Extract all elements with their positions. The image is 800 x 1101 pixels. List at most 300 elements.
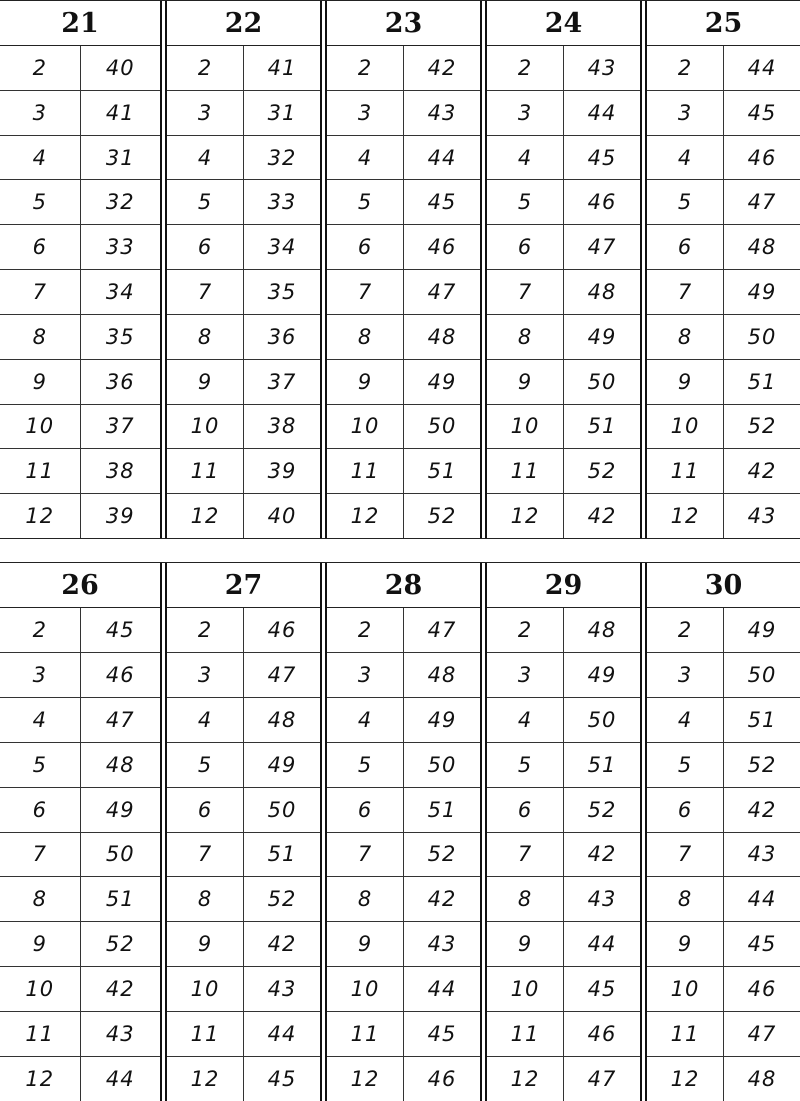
row-value-cell: 52 [427, 504, 457, 529]
row-index-cell: 11 [647, 1012, 724, 1056]
row-index-cell: 5 [487, 180, 564, 224]
table-row [647, 449, 800, 494]
table-row [167, 1012, 320, 1057]
row-value-cell: 48 [747, 1067, 777, 1092]
row-index-cell: 6 [487, 225, 564, 269]
row-value-cell: 33 [105, 235, 135, 260]
row-index-cell: 6 [487, 788, 564, 832]
row-index-cell: 3 [327, 653, 404, 697]
row-index-cell: 5 [647, 743, 724, 787]
row-value-cell: 32 [267, 145, 297, 170]
row-value-cell: 34 [105, 279, 135, 304]
column-title: 23 [327, 1, 480, 46]
row-index-cell: 8 [647, 877, 724, 921]
row-value-cell: 34 [267, 235, 297, 260]
table-rows [327, 46, 480, 538]
row-value-cell: 49 [587, 324, 617, 349]
row-value-cell: 48 [427, 662, 457, 687]
row-index-cell: 7 [327, 270, 404, 314]
row-index-cell: 3 [0, 91, 81, 135]
row-value-cell: 48 [587, 279, 617, 304]
row-index-cell: 3 [647, 653, 724, 697]
row-value-cell: 43 [747, 842, 777, 867]
table-rows [487, 608, 640, 1101]
row-index-cell: 3 [487, 653, 564, 697]
table-row [487, 449, 640, 494]
table-row [167, 494, 320, 538]
column-title: 21 [0, 1, 160, 46]
table-row [327, 405, 480, 450]
row-index-cell: 4 [327, 136, 404, 180]
table-row [647, 922, 800, 967]
row-value-cell: 49 [427, 707, 457, 732]
row-index-cell: 5 [167, 743, 244, 787]
row-value-cell: 46 [427, 1067, 457, 1092]
table-row [167, 743, 320, 788]
row-index-cell: 2 [487, 608, 564, 652]
row-value-cell: 49 [105, 797, 135, 822]
row-index-cell: 7 [487, 270, 564, 314]
table-row [647, 1057, 800, 1101]
row-index-cell: 5 [487, 743, 564, 787]
table-row [167, 698, 320, 743]
row-index-cell: 3 [327, 91, 404, 135]
row-index-cell: 11 [167, 1012, 244, 1056]
table-row [327, 1057, 480, 1101]
table-row [167, 180, 320, 225]
row-value-cell: 42 [587, 842, 617, 867]
row-value-cell: 47 [587, 1067, 617, 1092]
column-title: 30 [647, 563, 800, 608]
row-value-cell: 47 [105, 707, 135, 732]
row-value-cell: 45 [105, 617, 135, 642]
table-row [0, 180, 160, 225]
column-title: 29 [487, 563, 640, 608]
table-row [487, 877, 640, 922]
row-value-cell: 49 [427, 369, 457, 394]
row-value-cell: 48 [267, 707, 297, 732]
row-value-cell: 43 [587, 887, 617, 912]
row-index-cell: 9 [167, 360, 244, 404]
row-value-cell: 48 [427, 324, 457, 349]
row-index-cell: 10 [487, 405, 564, 449]
table-row [167, 788, 320, 833]
table-row [0, 1012, 160, 1057]
column-title: 25 [647, 1, 800, 46]
table-row [0, 1057, 160, 1101]
table-row [327, 225, 480, 270]
table-row [647, 653, 800, 698]
row-index-cell: 7 [327, 833, 404, 877]
table-row [327, 967, 480, 1012]
table-row [0, 315, 160, 360]
table-row [487, 967, 640, 1012]
table-row [0, 360, 160, 405]
table-rows [647, 608, 800, 1101]
table-row [0, 877, 160, 922]
row-index-cell: 6 [647, 788, 724, 832]
row-value-cell: 52 [105, 932, 135, 957]
table-row [327, 1012, 480, 1057]
table-row [0, 136, 160, 181]
table-row [167, 1057, 320, 1101]
row-index-cell: 10 [647, 405, 724, 449]
row-index-cell: 2 [167, 608, 244, 652]
table-row [0, 225, 160, 270]
row-value-cell: 51 [267, 842, 297, 867]
row-value-cell: 52 [587, 797, 617, 822]
row-index-cell: 2 [487, 46, 564, 90]
table-row [487, 1012, 640, 1057]
row-value-cell: 44 [427, 977, 457, 1002]
column-title: 27 [167, 563, 320, 608]
row-value-cell: 47 [427, 617, 457, 642]
table-row [647, 225, 800, 270]
row-index-cell: 2 [0, 608, 81, 652]
row-index-cell: 2 [167, 46, 244, 90]
table-row [647, 743, 800, 788]
row-value-cell: 47 [747, 190, 777, 215]
table-row [0, 743, 160, 788]
row-value-cell: 49 [747, 617, 777, 642]
row-value-cell: 51 [747, 369, 777, 394]
table-column [160, 1, 320, 538]
row-index-cell: 9 [487, 922, 564, 966]
row-value-cell: 46 [105, 662, 135, 687]
row-index-cell: 2 [327, 46, 404, 90]
row-value-cell: 50 [427, 752, 457, 777]
row-value-cell: 46 [747, 145, 777, 170]
row-index-cell: 5 [0, 180, 81, 224]
row-value-cell: 36 [267, 324, 297, 349]
table-rows [487, 46, 640, 538]
row-index-cell: 7 [647, 833, 724, 877]
row-value-cell: 51 [427, 459, 457, 484]
row-index-cell: 10 [647, 967, 724, 1011]
row-index-cell: 11 [487, 449, 564, 493]
row-value-cell: 50 [427, 414, 457, 439]
row-value-cell: 47 [267, 662, 297, 687]
row-index-cell: 11 [327, 1012, 404, 1056]
row-index-cell: 4 [167, 698, 244, 742]
table-rows [327, 608, 480, 1101]
row-index-cell: 9 [647, 360, 724, 404]
row-index-cell: 5 [0, 743, 81, 787]
row-value-cell: 49 [747, 279, 777, 304]
table-row [647, 136, 800, 181]
table-row [327, 877, 480, 922]
table-row [0, 967, 160, 1012]
table-row [487, 180, 640, 225]
row-index-cell: 10 [0, 405, 81, 449]
table-row [647, 967, 800, 1012]
row-value-cell: 40 [267, 504, 297, 529]
table-row [327, 46, 480, 91]
row-value-cell: 47 [427, 279, 457, 304]
row-value-cell: 31 [105, 145, 135, 170]
row-value-cell: 49 [267, 752, 297, 777]
row-value-cell: 41 [267, 55, 297, 80]
row-value-cell: 42 [747, 797, 777, 822]
table-rows [0, 46, 160, 538]
row-index-cell: 9 [327, 360, 404, 404]
table-row [0, 46, 160, 91]
table-row [167, 136, 320, 181]
row-value-cell: 35 [267, 279, 297, 304]
table-row [647, 180, 800, 225]
column-title: 28 [327, 563, 480, 608]
table-row [647, 877, 800, 922]
table-column [0, 1, 160, 538]
row-index-cell: 2 [647, 608, 724, 652]
row-index-cell: 12 [647, 494, 724, 538]
row-value-cell: 52 [587, 459, 617, 484]
row-index-cell: 12 [327, 494, 404, 538]
row-index-cell: 8 [487, 877, 564, 921]
row-index-cell: 4 [327, 698, 404, 742]
row-index-cell: 6 [0, 225, 81, 269]
table-row [327, 315, 480, 360]
row-index-cell: 10 [327, 967, 404, 1011]
row-index-cell: 8 [0, 315, 81, 359]
row-value-cell: 44 [747, 887, 777, 912]
row-index-cell: 11 [327, 449, 404, 493]
table-row [487, 225, 640, 270]
table-column [0, 563, 160, 1101]
row-index-cell: 4 [487, 698, 564, 742]
row-index-cell: 4 [487, 136, 564, 180]
table-row [167, 877, 320, 922]
row-index-cell: 8 [327, 877, 404, 921]
table-row [327, 788, 480, 833]
row-value-cell: 40 [105, 55, 135, 80]
row-value-cell: 45 [587, 145, 617, 170]
table-row [167, 449, 320, 494]
row-value-cell: 46 [587, 190, 617, 215]
row-value-cell: 38 [105, 459, 135, 484]
row-value-cell: 51 [427, 797, 457, 822]
row-index-cell: 5 [327, 743, 404, 787]
row-index-cell: 10 [327, 405, 404, 449]
row-value-cell: 46 [587, 1022, 617, 1047]
table-row [647, 315, 800, 360]
table-rows [0, 608, 160, 1101]
row-index-cell: 9 [487, 360, 564, 404]
table-row [487, 608, 640, 653]
table-row [327, 494, 480, 538]
row-index-cell: 3 [167, 91, 244, 135]
row-value-cell: 39 [105, 504, 135, 529]
table-row [0, 922, 160, 967]
table-row [0, 494, 160, 538]
table-row [167, 360, 320, 405]
table-row [647, 405, 800, 450]
row-index-cell: 8 [327, 315, 404, 359]
row-index-cell: 5 [167, 180, 244, 224]
row-value-cell: 50 [587, 369, 617, 394]
row-index-cell: 11 [487, 1012, 564, 1056]
table-row [487, 46, 640, 91]
row-index-cell: 7 [0, 833, 81, 877]
row-value-cell: 43 [587, 55, 617, 80]
row-index-cell: 10 [167, 405, 244, 449]
row-value-cell: 51 [587, 414, 617, 439]
table-row [647, 608, 800, 653]
table-row [487, 743, 640, 788]
row-value-cell: 39 [267, 459, 297, 484]
row-value-cell: 46 [747, 977, 777, 1002]
table-row [647, 1012, 800, 1057]
table-row [487, 1057, 640, 1101]
row-index-cell: 6 [167, 788, 244, 832]
row-index-cell: 12 [0, 494, 81, 538]
table-row [487, 405, 640, 450]
row-value-cell: 50 [105, 842, 135, 867]
row-value-cell: 50 [267, 797, 297, 822]
table-row [327, 180, 480, 225]
table-row [487, 315, 640, 360]
row-index-cell: 7 [647, 270, 724, 314]
row-value-cell: 43 [427, 932, 457, 957]
table-row [327, 270, 480, 315]
row-value-cell: 42 [427, 55, 457, 80]
row-value-cell: 44 [267, 1022, 297, 1047]
row-index-cell: 10 [0, 967, 81, 1011]
table-rows [647, 46, 800, 538]
row-index-cell: 4 [0, 136, 81, 180]
row-value-cell: 42 [427, 887, 457, 912]
row-value-cell: 43 [747, 504, 777, 529]
row-value-cell: 48 [105, 752, 135, 777]
table-row [327, 91, 480, 136]
row-value-cell: 50 [747, 324, 777, 349]
table-row [0, 608, 160, 653]
row-value-cell: 37 [267, 369, 297, 394]
table-row [487, 833, 640, 878]
row-value-cell: 44 [587, 932, 617, 957]
row-index-cell: 11 [647, 449, 724, 493]
table-row [647, 270, 800, 315]
table-row [167, 46, 320, 91]
table-row [0, 449, 160, 494]
table-row [327, 136, 480, 181]
table-row [0, 788, 160, 833]
row-value-cell: 38 [267, 414, 297, 439]
table-block-top [0, 0, 800, 539]
row-index-cell: 2 [0, 46, 81, 90]
row-index-cell: 6 [167, 225, 244, 269]
row-index-cell: 12 [647, 1057, 724, 1101]
row-index-cell: 12 [167, 494, 244, 538]
row-index-cell: 8 [167, 877, 244, 921]
table-row [487, 698, 640, 743]
row-index-cell: 7 [167, 833, 244, 877]
row-value-cell: 46 [427, 235, 457, 260]
table-row [487, 91, 640, 136]
column-title: 26 [0, 563, 160, 608]
row-value-cell: 52 [747, 414, 777, 439]
row-value-cell: 32 [105, 190, 135, 215]
row-value-cell: 51 [105, 887, 135, 912]
table-row [327, 833, 480, 878]
table-row [487, 653, 640, 698]
row-value-cell: 44 [747, 55, 777, 80]
row-value-cell: 43 [105, 1022, 135, 1047]
row-index-cell: 12 [487, 494, 564, 538]
table-row [327, 922, 480, 967]
row-index-cell: 7 [487, 833, 564, 877]
table-row [0, 405, 160, 450]
row-value-cell: 33 [267, 190, 297, 215]
table-row [487, 922, 640, 967]
row-value-cell: 43 [427, 100, 457, 125]
row-index-cell: 4 [647, 698, 724, 742]
table-row [0, 91, 160, 136]
row-index-cell: 6 [647, 225, 724, 269]
row-index-cell: 12 [327, 1057, 404, 1101]
table-row [167, 967, 320, 1012]
row-index-cell: 2 [327, 608, 404, 652]
row-index-cell: 2 [647, 46, 724, 90]
table-row [167, 653, 320, 698]
row-value-cell: 51 [747, 707, 777, 732]
table-row [167, 315, 320, 360]
table-row [647, 788, 800, 833]
row-index-cell: 9 [0, 922, 81, 966]
table-row [0, 653, 160, 698]
row-value-cell: 47 [747, 1022, 777, 1047]
table-row [0, 698, 160, 743]
table-row [327, 449, 480, 494]
row-index-cell: 4 [647, 136, 724, 180]
row-value-cell: 45 [747, 932, 777, 957]
row-value-cell: 35 [105, 324, 135, 349]
row-value-cell: 51 [587, 752, 617, 777]
row-value-cell: 49 [587, 662, 617, 687]
row-value-cell: 37 [105, 414, 135, 439]
row-value-cell: 41 [105, 100, 135, 125]
row-index-cell: 6 [327, 788, 404, 832]
table-row [167, 833, 320, 878]
table-column [640, 563, 800, 1101]
row-value-cell: 42 [267, 932, 297, 957]
table-row [487, 136, 640, 181]
row-index-cell: 12 [487, 1057, 564, 1101]
row-index-cell: 7 [0, 270, 81, 314]
table-column [160, 563, 320, 1101]
table-row [167, 608, 320, 653]
row-value-cell: 45 [427, 1022, 457, 1047]
row-index-cell: 4 [167, 136, 244, 180]
row-index-cell: 12 [167, 1057, 244, 1101]
table-row [487, 788, 640, 833]
column-title: 24 [487, 1, 640, 46]
table-row [167, 270, 320, 315]
row-value-cell: 46 [267, 617, 297, 642]
row-value-cell: 50 [587, 707, 617, 732]
table-row [647, 494, 800, 538]
row-value-cell: 42 [587, 504, 617, 529]
row-index-cell: 11 [167, 449, 244, 493]
row-index-cell: 5 [327, 180, 404, 224]
table-row [0, 833, 160, 878]
row-value-cell: 47 [587, 235, 617, 260]
table-row [327, 608, 480, 653]
row-index-cell: 8 [647, 315, 724, 359]
table-row [647, 46, 800, 91]
row-index-cell: 9 [327, 922, 404, 966]
table-row [167, 91, 320, 136]
